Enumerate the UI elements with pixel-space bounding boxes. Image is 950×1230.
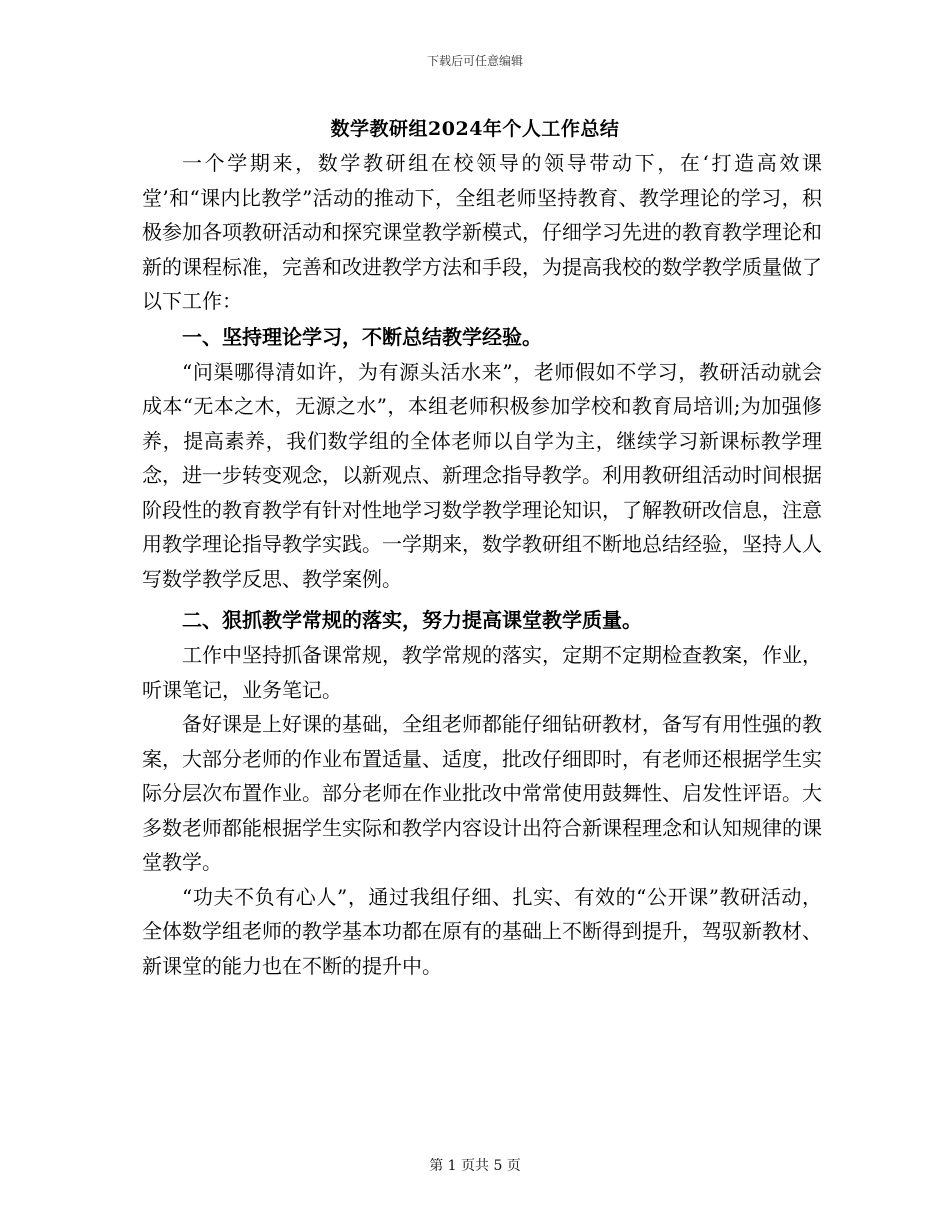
section-1-paragraph: “问渠哪得清如许，为有源头活水来”，老师假如不学习，教研活动就会成本“无本之木，无源之水”，本组老师积极参加学校和教育局培训;为加强修养，提高素养，我们数学组的全体老师以自学为主，继续学习新课标教学理念，进一步转变观念，以新观点、新理念指导教学。利用教研组活动时间根据阶段性的教育教学有针对性地学习数学教学理论知识，了解教研改信息，注意用教学理论指导教学实践。一学期来，数学教研组不断地总结经验，坚持人人写数学教学反思、教学案例。 xyxy=(142,359,822,591)
intro-paragraph: 一个学期来，数学教研组在校领导的领导带动下，在‘打造高效课堂’和“课内比教学”活动的推动下，全组老师坚持教育、教学理论的学习，积极参加各项教研活动和探究课堂教学新模式，仔细学习先进的教育教学理论和新的课程标准，完善和改进教学方法和手段，为提高我校的数学教学质量做了以下工作： xyxy=(142,151,822,313)
section-heading-1: 一、坚持理论学习，不断总结教学经验。 xyxy=(182,324,542,349)
section-2-paragraph-2: 备好课是上好课的基础，全组老师都能仔细钻研教材，备写有用性强的教案，大部分老师的作业布置适量、适度，批改仔细即时，有老师还根据学生实际分层次布置作业。部分老师在作业批改中常常使用鼓舞性、启发性评语。大多数老师都能根据学生实际和教学内容设计出符合新课程理念和认知规律的课堂教学。 xyxy=(142,712,822,874)
page-footer: 第 1 页共 5 页 xyxy=(429,1158,521,1174)
section-2-paragraph-1: 工作中坚持抓备课常规，教学常规的落实，定期不定期检查教案，作业，听课笔记，业务笔记。 xyxy=(142,643,822,702)
section-heading-2: 二、狠抓教学常规的落实，努力提高课堂教学质量。 xyxy=(182,608,642,632)
section-2-paragraph-3: “功夫不负有心人”，通过我组仔细、扎实、有效的“公开课”教研活动，全体数学组老师的教学基本功都在原有的基础上不断得到提升，驾驭新教材、新课堂的能力也在不断的提升中。 xyxy=(142,884,822,978)
header-note: 下载后可任意编辑 xyxy=(426,54,523,68)
document-body xyxy=(142,146,822,983)
document-title: 数学教研组2024年个人工作总结 xyxy=(330,118,620,140)
